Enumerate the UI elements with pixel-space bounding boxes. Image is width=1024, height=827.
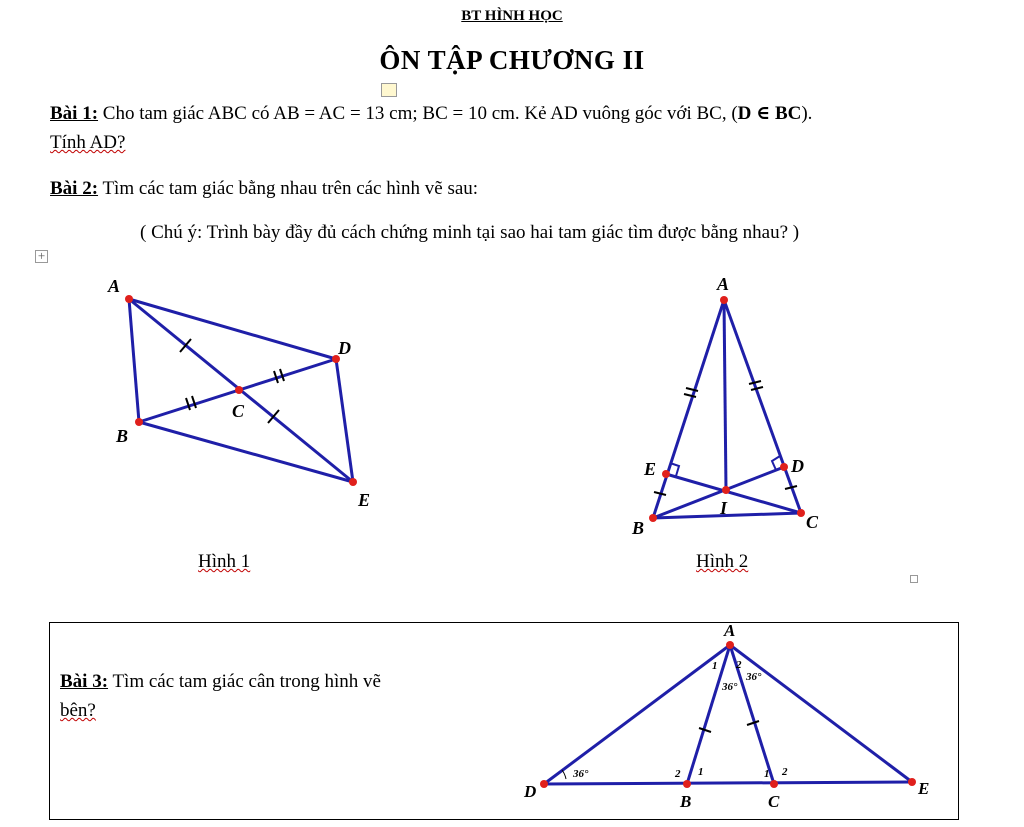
fig3-label-b: B [680,792,692,811]
exercise-3 [60,667,490,725]
move-handle-icon[interactable]: + [35,250,48,263]
fig3-angle-c1: 1 [764,768,770,780]
fig3-angle-b1: 1 [698,766,704,778]
fig3-angle-c2: 2 [782,766,788,778]
exercise-1 [50,99,1020,157]
exercise-1-question: Tính AD? [50,132,126,153]
fig3-angle-a2: 2 [736,659,742,671]
figure-2-caption: Hình 2 [696,551,749,572]
fig2-label-a: A [717,274,730,294]
exercise-3-question: bên? [60,700,96,721]
exercise-1-condition: D ∈ BC [737,103,802,124]
figure-3-tick-marks [699,721,759,732]
figure-3 [510,622,950,822]
exercise-3-text: Tìm các tam giác cân trong hình vẽ [108,671,381,692]
fig1-label-a: A [108,276,121,296]
exercise-2-label: Bài 2: [50,178,99,199]
figure-2-lines [653,300,801,518]
figure-3-angle-arcs [562,770,566,779]
fig2-label-c: C [806,512,819,532]
fig2-label-b: B [632,518,645,538]
page-title: ÔN TẬP CHƯƠNG II [379,45,645,75]
figure-1-caption: Hình 1 [198,551,251,572]
fig3-label-e: E [918,779,930,798]
fig3-label-c: C [768,792,780,811]
fig3-label-d: D [524,782,537,801]
figure-3-points [540,641,916,788]
exercise-2-note: ( Chú ý: Trình bày đầy đủ cách chứng minh tại sao hai tam giác tìm được bằng nhau? ) [140,222,800,243]
subtitle: BT HÌNH HỌC [461,8,563,24]
fig1-label-e: E [358,490,371,510]
exercise-1-text: Cho tam giác ABC có AB = AC = 13 cm; BC = 10 cm. Kẻ AD vuông góc với BC, ( [98,103,738,124]
fig1-label-d: D [338,338,351,358]
fig3-label-a: A [724,622,736,640]
fig2-label-e: E [644,459,657,479]
fig3-angle-a36-right: 36° [746,671,762,683]
exercise-1-close: ). [801,103,813,124]
figure-3-lines [544,645,912,784]
exercise-2-text: Tìm các tam giác bằng nhau trên các hình vẽ sau: [98,178,479,199]
fig1-label-c: C [232,401,245,421]
fig2-label-i: I [720,498,728,518]
exercise-2 [50,174,1010,203]
fig3-angle-d36: 36° [573,768,589,780]
fig3-angle-a1: 1 [712,660,718,672]
fig3-angle-b2: 2 [675,768,681,780]
text-boundary-marker [910,575,918,583]
exercise-1-label: Bài 1: [50,103,99,124]
figure-2 [620,270,840,545]
fig3-angle-a36-left: 36° [722,681,738,693]
figure-2-points [649,296,805,522]
fig1-label-b: B [116,426,129,446]
exercise-3-label: Bài 3: [60,671,109,692]
autocorrect-icon[interactable] [381,83,397,97]
fig2-label-d: D [791,456,804,476]
figure-1 [100,270,390,520]
